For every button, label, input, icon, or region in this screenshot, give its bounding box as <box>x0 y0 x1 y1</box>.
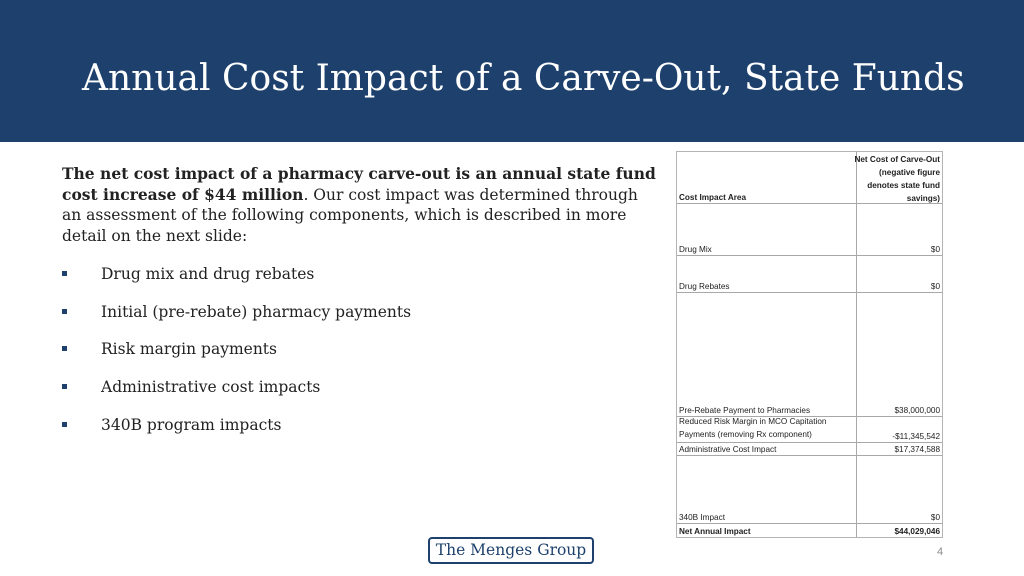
row-area: Pre-Rebate Payment to Pharmacies <box>679 406 811 415</box>
list-item-text: 340B program impacts <box>101 415 282 434</box>
component-list <box>62 264 411 452</box>
header-line: savings) <box>906 194 940 203</box>
list-item-text: Initial (pre-rebate) pharmacy payments <box>101 302 412 321</box>
slide-title: Annual Cost Impact of a Carve-Out, State Funds <box>82 58 965 99</box>
intro-bold: The net cost impact of a pharmacy carve-out is an annual state fund cost increase of $44 million <box>62 164 656 204</box>
intro-paragraph <box>62 164 662 246</box>
row-area-line: Payments (removing Rx component) <box>679 430 812 439</box>
list-item-text: Risk margin payments <box>101 340 277 359</box>
row-value: $17,374,588 <box>894 445 940 454</box>
table-total-row <box>677 524 942 537</box>
cost-impact-table <box>676 151 943 538</box>
row-area: Administrative Cost Impact <box>679 445 777 454</box>
header-line: Net Cost of Carve-Out <box>854 155 940 164</box>
row-value: $0 <box>930 513 940 522</box>
list-item <box>62 264 411 302</box>
list-item <box>62 377 411 415</box>
table-row <box>677 256 942 293</box>
row-value: -$11,345,542 <box>892 432 940 441</box>
intro-rest: . Our cost impact was determined through an assessment of the following components, which is described in more detail on the next slide: <box>62 185 638 245</box>
row-value: $38,000,000 <box>894 406 940 415</box>
row-area <box>679 415 826 441</box>
title-banner <box>0 0 1024 142</box>
row-area: Drug Mix <box>679 245 712 254</box>
header-cost-impact-area: Cost Impact Area <box>679 193 747 202</box>
header-net-cost <box>852 153 940 205</box>
row-area: Net Annual Impact <box>679 527 751 536</box>
row-value: $0 <box>930 282 940 291</box>
row-value: $44,029,046 <box>894 527 940 536</box>
table-header-row <box>677 152 942 204</box>
table-row <box>677 443 942 456</box>
page-number: 4 <box>937 546 944 558</box>
square-bullet-icon <box>62 384 67 389</box>
header-line: (negative figure <box>879 168 940 177</box>
list-item <box>62 302 411 340</box>
table-row <box>677 293 942 417</box>
square-bullet-icon <box>62 271 67 276</box>
menges-group-logo: The Menges Group <box>428 537 594 564</box>
row-value: $0 <box>930 245 940 254</box>
square-bullet-icon <box>62 309 67 314</box>
square-bullet-icon <box>62 422 67 427</box>
list-item <box>62 339 411 377</box>
list-item-text: Drug mix and drug rebates <box>101 265 315 283</box>
table-row <box>677 417 942 443</box>
square-bullet-icon <box>62 346 67 351</box>
table-row <box>677 204 942 256</box>
list-item-text: Administrative cost impacts <box>101 378 321 397</box>
list-item <box>62 415 411 453</box>
row-area: Drug Rebates <box>679 282 730 291</box>
header-line: denotes state fund <box>867 181 940 190</box>
row-area-line: Reduced Risk Margin in MCO Capitation <box>679 417 827 426</box>
table-row <box>677 456 942 524</box>
row-area: 340B Impact <box>679 513 725 522</box>
